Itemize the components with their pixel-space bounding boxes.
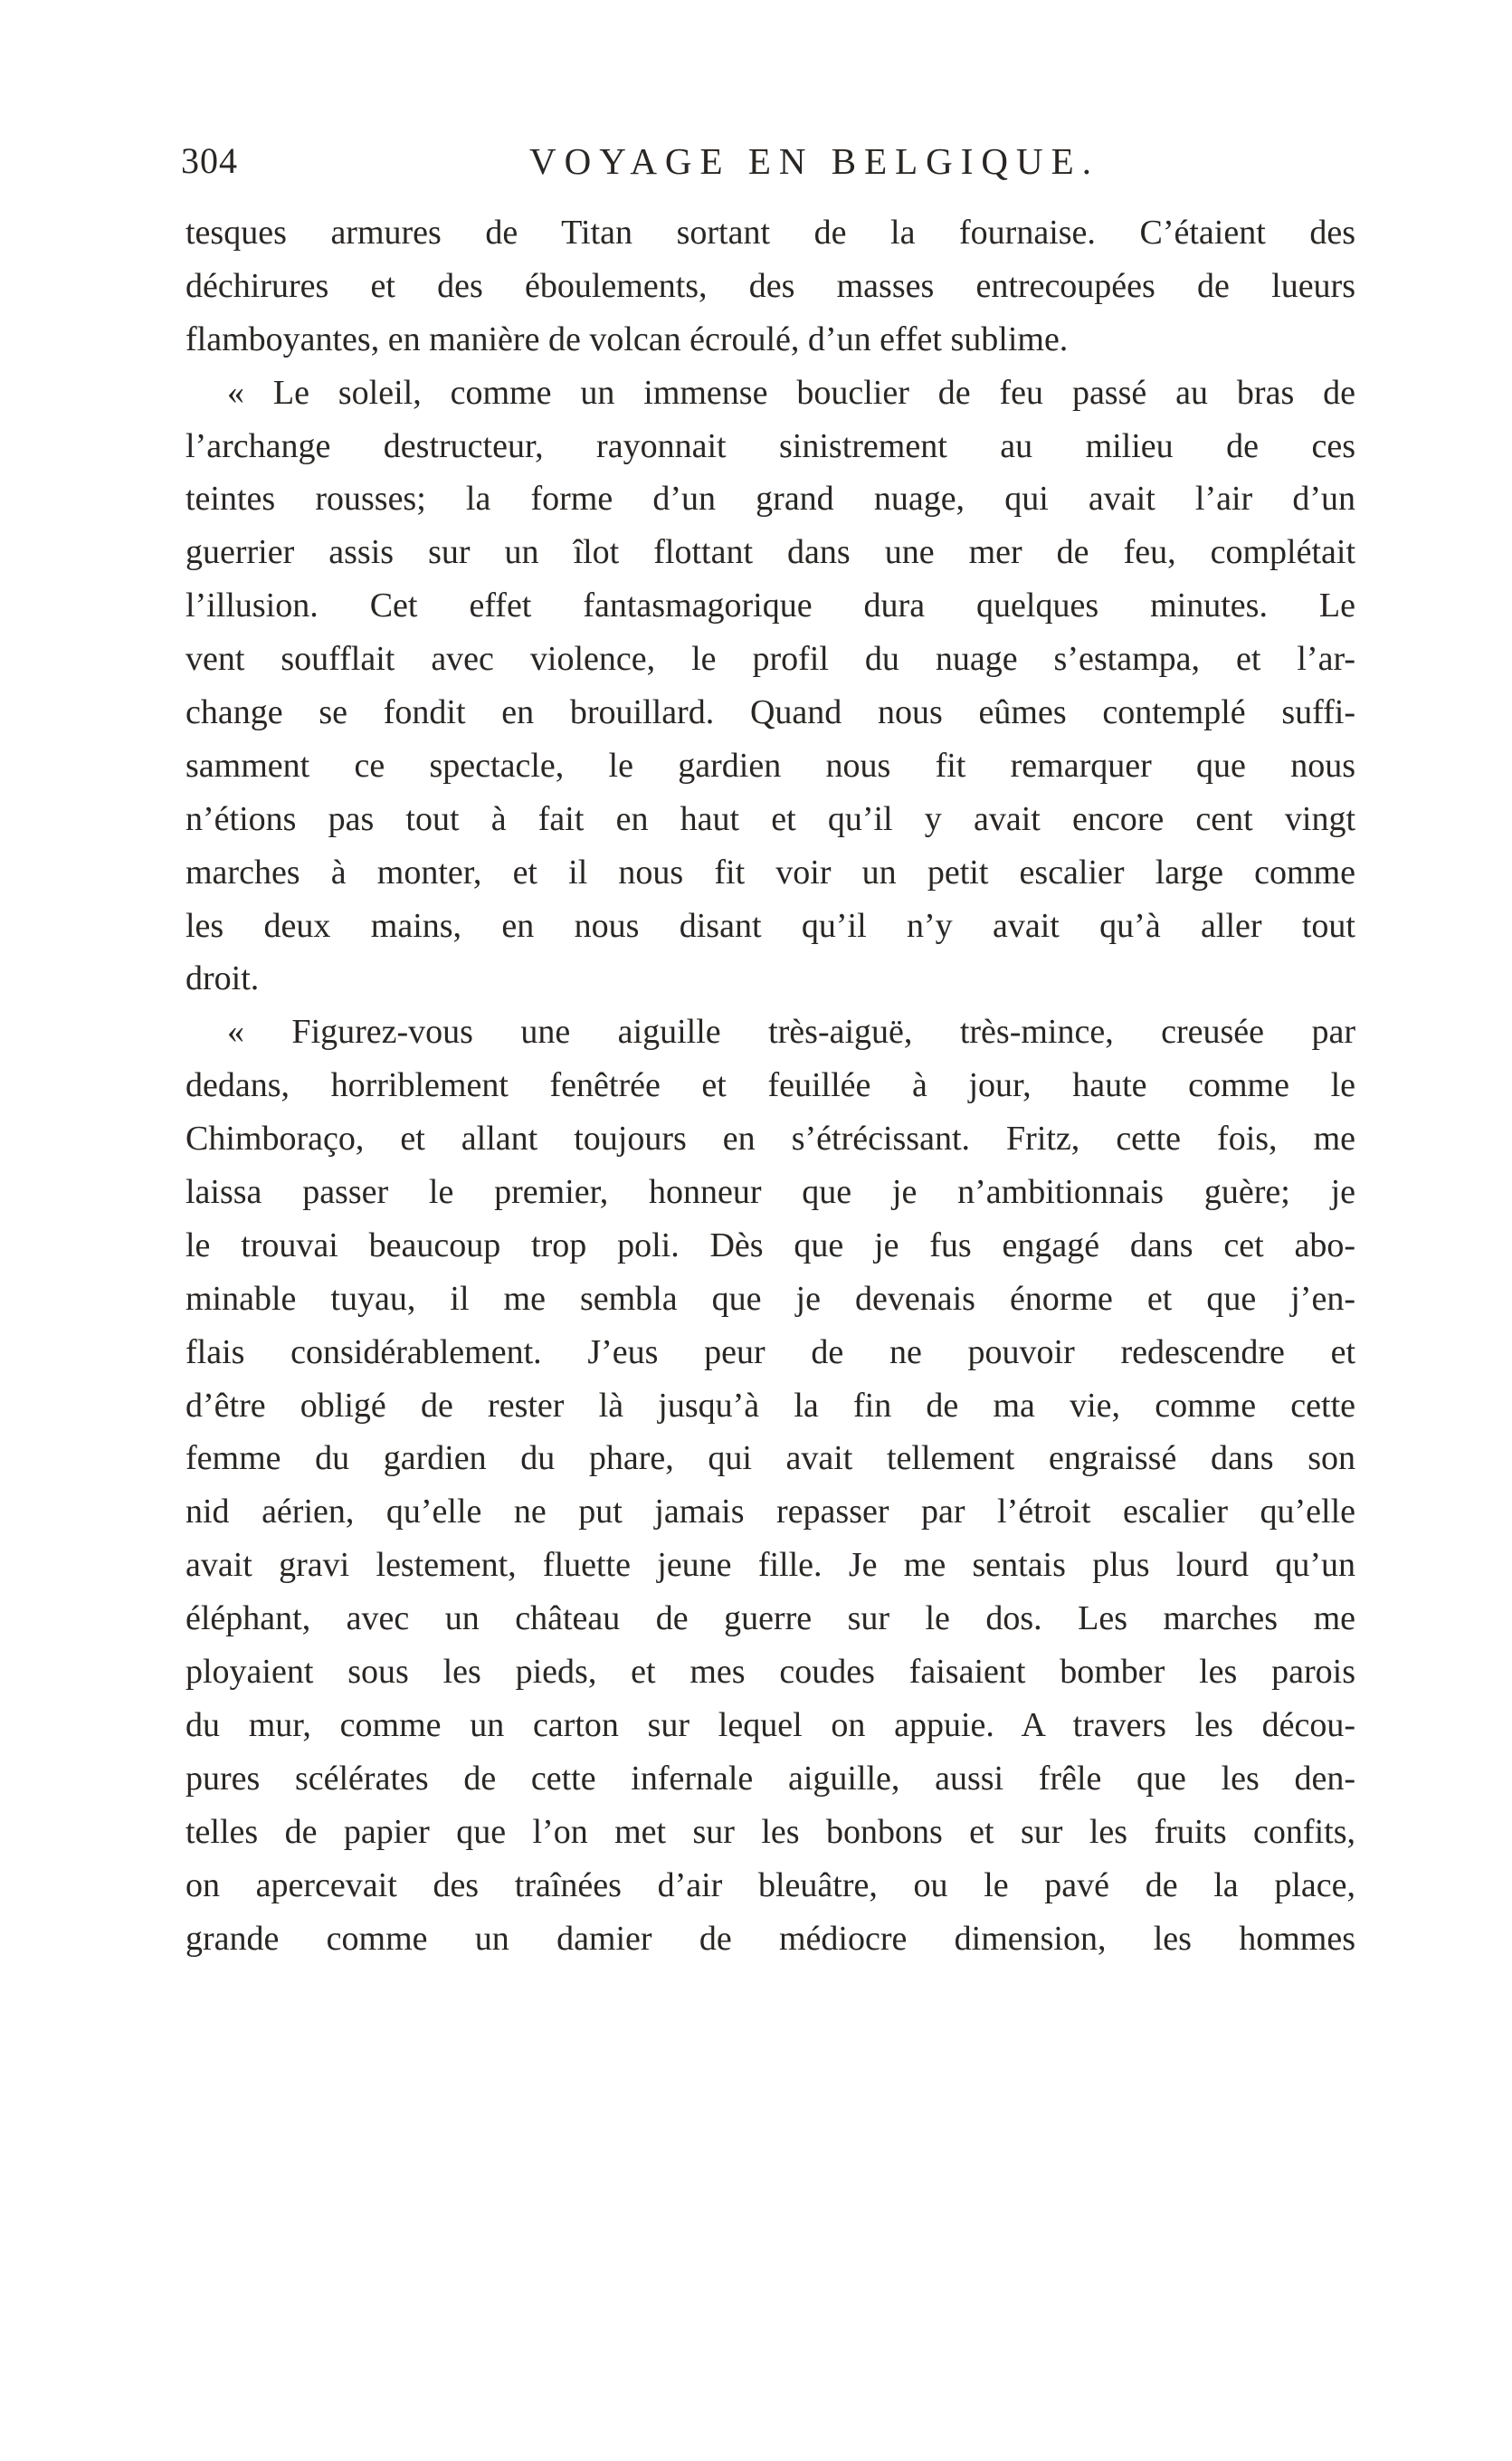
text-line: samment ce spectacle, le gardien nous fit remarquer que nous [185, 746, 1355, 785]
text-line: les deux mains, en nous disant qu’il n’y avait qu’à aller tout [185, 906, 1355, 945]
running-head [181, 134, 1357, 188]
text-line: l’illusion. Cet effet fantasmagorique dura quelques minutes. Le [185, 587, 1355, 625]
text-line: Chimboraço, et allant toujours en s’étrécissant. Fritz, cette fois, me [185, 1120, 1355, 1159]
text-line: guerrier assis sur un îlot flottant dans une mer de feu, complétait [185, 533, 1355, 572]
text-line: l’archange destructeur, rayonnait sinistrement au milieu de ces [185, 426, 1355, 465]
text-line: déchirures et des éboulements, des masses entrecoupées de lueurs [185, 266, 1355, 305]
text-line: avait gravi lestement, fluette jeune fille. Je me sentais plus lourd qu’un [185, 1546, 1355, 1585]
text-line: minable tuyau, il me sembla que je devenais énorme et que j’en- [185, 1279, 1355, 1318]
paragraph-start-line: « Figurez-vous une aiguille très-aiguë, très-mince, creusée par [227, 1013, 1355, 1052]
text-line: pures scélérates de cette infernale aiguille, aussi frêle que les den- [185, 1759, 1355, 1798]
text-line: teintes rousses; la forme d’un grand nuage, qui avait l’air d’un [185, 480, 1355, 519]
text-line: flais considérablement. J’eus peur de ne pouvoir redescendre et [185, 1332, 1355, 1371]
text-line: nid aérien, qu’elle ne put jamais repasser par l’étroit escalier qu’elle [185, 1493, 1355, 1531]
text-line: n’étions pas tout à fait en haut et qu’il y avait encore cent vingt [185, 799, 1355, 838]
text-line: flamboyantes, en manière de volcan écroulé, d’un effet sublime. [185, 320, 1069, 358]
text-line: ployaient sous les pieds, et mes coudes faisaient bomber les parois [185, 1653, 1355, 1692]
text-line: on apercevait des traînées d’air bleuâtre, ou le pavé de la place, [185, 1865, 1355, 1904]
running-title: VOYAGE EN BELGIQUE. [529, 140, 1099, 182]
body-text [185, 206, 1355, 1965]
text-line: laissa passer le premier, honneur que je n’ambitionnais guère; je [185, 1173, 1355, 1212]
text-line: éléphant, avec un château de guerre sur le dos. Les marches me [185, 1599, 1355, 1638]
text-line: dedans, horriblement fenêtrée et feuillée à jour, haute comme le [185, 1066, 1355, 1105]
text-line: droit. [185, 959, 260, 998]
text-line: femme du gardien du phare, qui avait tellement engraissé dans son [185, 1439, 1355, 1478]
text-line: grande comme un damier de médiocre dimension, les hommes [185, 1919, 1355, 1958]
text-line: d’être obligé de rester là jusqu’à la fin de ma vie, comme cette [185, 1386, 1355, 1425]
text-line: vent soufflait avec violence, le profil du nuage s’estampa, et l’ar- [185, 640, 1355, 679]
text-line: tesques armures de Titan sortant de la fournaise. C’étaient des [185, 214, 1355, 252]
paragraph-start-line: « Le soleil, comme un immense bouclier de feu passé au bras de [227, 373, 1355, 412]
text-line: le trouvai beaucoup trop poli. Dès que je fus engagé dans cet abo- [185, 1226, 1355, 1264]
text-line: telles de papier que l’on met sur les bonbons et sur les fruits confits, [185, 1812, 1355, 1851]
text-line: marches à monter, et il nous fit voir un petit escalier large comme [185, 853, 1355, 892]
text-line: du mur, comme un carton sur lequel on appuie. A travers les décou- [185, 1705, 1355, 1744]
text-line: change se fondit en brouillard. Quand nous eûmes contemplé suffi- [185, 693, 1355, 732]
page-number: 304 [181, 140, 238, 181]
